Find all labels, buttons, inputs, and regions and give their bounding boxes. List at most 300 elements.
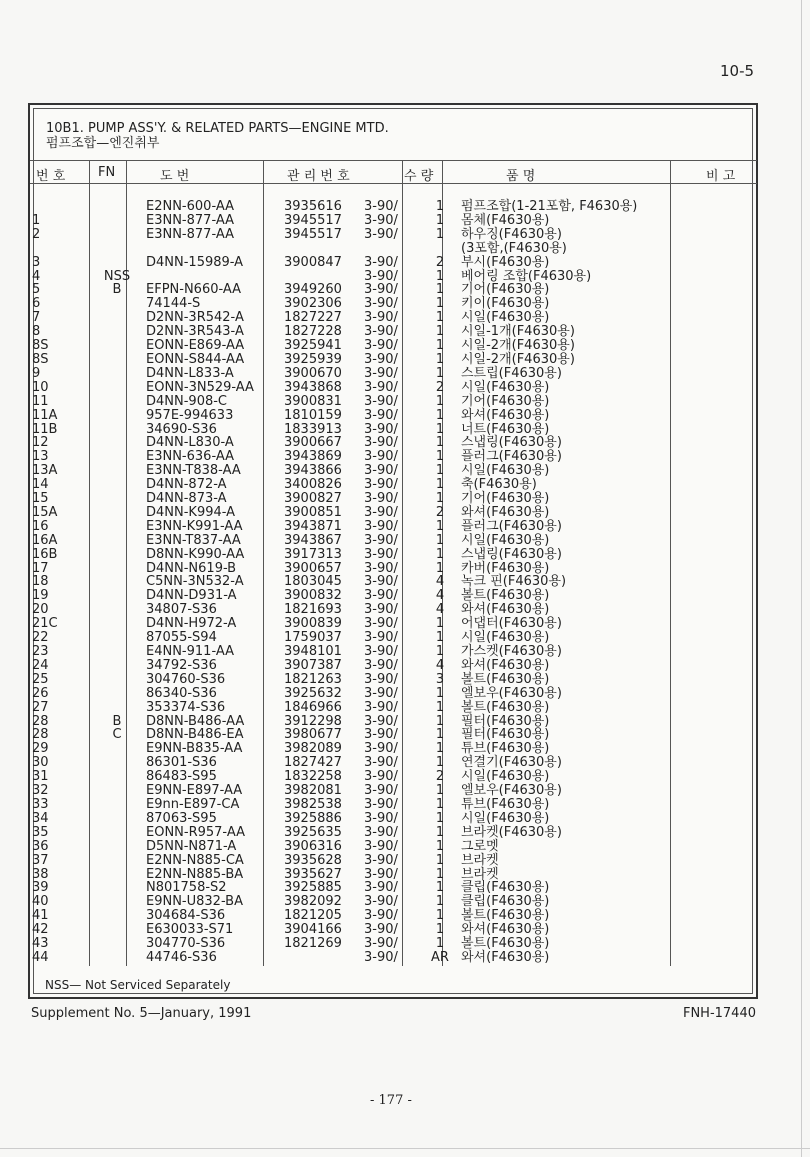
table-row (32, 673, 691, 687)
cell-date: 3-90/ (364, 685, 398, 701)
cell-no: 20 (32, 602, 49, 618)
cell-qty: 1 (435, 268, 445, 284)
cell-fn (88, 701, 146, 715)
cell-date: 3-90/ (364, 254, 398, 270)
cell-name: 스냅링(F4630용) (461, 435, 562, 451)
cell-mgmt: 1832258 (284, 769, 342, 785)
cell-qty: 1 (435, 908, 445, 924)
cell-drawing: D4NN-H972-A (146, 616, 237, 632)
cell-date: 3-90/ (364, 755, 398, 771)
cell-no: 16 (32, 518, 49, 534)
table-row (32, 923, 691, 937)
cell-mgmt: 1827427 (284, 755, 342, 771)
cell-no: 26 (32, 685, 49, 701)
cell-date: 3-90/ (364, 393, 398, 409)
cell-drawing: E3NN-T838-AA (146, 463, 241, 479)
table-row (32, 297, 691, 311)
cell-no: 35 (32, 824, 49, 840)
cell-date: 3-90/ (364, 226, 398, 242)
cell-date: 3-90/ (364, 852, 398, 868)
cell-date: 3-90/ (364, 908, 398, 924)
cell-mgmt: 3945517 (284, 212, 342, 228)
cell-fn (88, 548, 146, 562)
cell-no: 19 (32, 588, 49, 604)
table-row (32, 283, 691, 297)
cell-name: 녹크 핀(F4630용) (461, 574, 567, 590)
cell-qty: 1 (435, 477, 445, 493)
cell-no: 8S (32, 351, 49, 367)
cell-no: 7 (32, 310, 41, 326)
cell-fn (88, 854, 146, 868)
cell-qty: 1 (435, 351, 445, 367)
cell-mgmt: 1810159 (284, 407, 342, 423)
table-row (32, 840, 691, 854)
cell-drawing: D4NN-D931-A (146, 588, 237, 604)
page-edge-bottom (0, 1148, 810, 1149)
cell-name: 축(F4630용) (461, 477, 537, 493)
cell-name: 튜브(F4630용) (461, 796, 550, 812)
cell-mgmt: 3935628 (284, 852, 342, 868)
header-drawing: 도 번 (160, 169, 190, 184)
cell-no: 40 (32, 894, 49, 910)
cell-date: 3-90/ (364, 894, 398, 910)
cell-qty (419, 242, 461, 256)
cell-date: 3-90/ (364, 630, 398, 646)
cell-name: 연결기(F4630용) (461, 755, 562, 771)
section-title-kr: 펌프조합—엔진취부 (46, 136, 160, 151)
page-number-bottom: - 177 - (370, 1093, 412, 1108)
cell-fn: C (112, 727, 122, 743)
cell-mgmt (284, 951, 364, 965)
cell-date: 3-90/ (364, 796, 398, 812)
header-mgmt: 관 리 번 호 (287, 169, 350, 184)
cell-fn (88, 242, 146, 256)
cell-name: 필터(F4630용) (461, 713, 550, 729)
cell-no: 11 (32, 393, 49, 409)
cell-fn (88, 742, 146, 756)
cell-date: 3-90/ (364, 824, 398, 840)
cell-no: 30 (32, 755, 49, 771)
cell-name: 엘보우(F4630용) (461, 685, 562, 701)
cell-no: 17 (32, 560, 49, 576)
table-row (32, 756, 691, 770)
cell-no: 31 (32, 769, 49, 785)
cell-fn (88, 617, 146, 631)
cell-mgmt: 3904166 (284, 922, 342, 938)
cell-name: 볼트(F4630용) (461, 671, 550, 687)
cell-drawing: E9nn-E897-CA (146, 796, 240, 812)
cell-date: 3-90/ (364, 783, 398, 799)
cell-no: 29 (32, 741, 49, 757)
cell-mgmt: 1827227 (284, 310, 342, 326)
cell-no: 10 (32, 379, 49, 395)
cell-qty: 1 (435, 838, 445, 854)
cell-name: 어댑터(F4630용) (461, 616, 562, 632)
cell-fn (88, 868, 146, 882)
cell-no: 42 (32, 922, 49, 938)
cell-no: 12 (32, 435, 49, 451)
cell-date (364, 242, 419, 256)
cell-date: 3-90/ (364, 644, 398, 659)
cell-date: 3-90/ (364, 463, 398, 479)
cell-no: 2 (32, 226, 41, 242)
table-row (32, 589, 691, 603)
cell-fn (88, 798, 146, 812)
cell-qty: 1 (435, 546, 445, 562)
cell-fn (88, 603, 146, 617)
cell-qty: 1 (435, 755, 445, 771)
cell-fn: B (112, 713, 122, 729)
cell-mgmt: 3943871 (284, 518, 342, 534)
table-row (32, 812, 691, 826)
cell-name: 시일-2개(F4630용) (461, 351, 575, 367)
cell-drawing (146, 242, 284, 256)
cell-drawing: 34690-S36 (146, 421, 217, 437)
cell-name: 기어(F4630용) (461, 282, 550, 298)
cell-qty: 1 (435, 435, 445, 451)
cell-no: 43 (32, 936, 49, 952)
cell-fn (88, 381, 146, 395)
cell-drawing: D4NN-908-C (146, 393, 228, 409)
section-title-block (46, 121, 389, 151)
cell-qty: 1 (435, 783, 445, 799)
cell-name: 기어(F4630용) (461, 491, 550, 507)
table-row (32, 798, 691, 812)
table-row (32, 228, 691, 242)
cell-mgmt: 3982538 (284, 796, 342, 812)
cell-fn (88, 923, 146, 937)
cell-fn (88, 756, 146, 770)
cell-fn (88, 506, 146, 520)
table-row (32, 311, 691, 325)
cell-mgmt: 3982092 (284, 894, 342, 910)
cell-drawing: D4NN-15989-A (146, 254, 244, 270)
cell-mgmt: 1821269 (284, 936, 342, 952)
cell-qty: 2 (435, 379, 445, 395)
table-row (32, 409, 691, 423)
table-row (32, 436, 691, 450)
cell-date: 3-90/ (364, 379, 398, 395)
cell-fn (88, 200, 146, 214)
cell-drawing: E4NN-911-AA (146, 644, 234, 659)
cell-drawing: 304760-S36 (146, 671, 226, 687)
column-header-row (30, 160, 757, 184)
cell-name: 시일(F4630용) (461, 310, 550, 326)
cell-qty: 1 (435, 936, 445, 952)
table-row (32, 492, 691, 506)
cell-mgmt: 3900657 (284, 560, 342, 576)
cell-drawing: D2NN-3R542-A (146, 310, 244, 326)
cell-qty: 1 (435, 365, 445, 381)
cell-drawing: EONN-S844-AA (146, 351, 245, 367)
cell-mgmt: 3912298 (284, 713, 342, 729)
cell-date: 3-90/ (364, 699, 398, 715)
parts-table (32, 200, 691, 965)
cell-date: 3-90/ (364, 546, 398, 562)
cell-name: 기어(F4630용) (461, 393, 550, 409)
table-row (32, 520, 691, 534)
table-row (32, 951, 691, 965)
cell-no: 28 (32, 713, 49, 729)
table-row (32, 534, 691, 548)
cell-mgmt: 3400826 (284, 477, 342, 493)
cell-qty: 1 (435, 796, 445, 812)
table-row (32, 937, 691, 951)
cell-name: 와셔(F4630용) (461, 657, 550, 673)
cell-date: 3-90/ (364, 212, 398, 228)
table-row (32, 353, 691, 367)
cell-qty: 1 (435, 866, 445, 882)
table-row (32, 200, 691, 214)
cell-date: 3-90/ (364, 671, 398, 687)
cell-fn (88, 770, 146, 784)
cell-no: 13 (32, 449, 49, 465)
cell-date: 3-90/ (364, 199, 398, 214)
cell-qty: 4 (435, 588, 445, 604)
cell-date: 3-90/ (364, 949, 398, 965)
cell-qty: 1 (435, 407, 445, 423)
cell-date: 3-90/ (364, 477, 398, 493)
cell-fn (88, 840, 146, 854)
cell-fn (88, 367, 146, 381)
table-row (32, 617, 691, 631)
table-row (32, 687, 691, 701)
cell-mgmt: 3900847 (284, 254, 342, 270)
cell-name: 클립(F4630용) (461, 880, 550, 896)
cell-drawing: 87055-S94 (146, 630, 217, 646)
cell-drawing: EFPN-N660-AA (146, 282, 242, 298)
cell-qty: 2 (435, 769, 445, 785)
cell-mgmt: 3925635 (284, 824, 342, 840)
cell-drawing: D2NN-3R543-A (146, 324, 244, 340)
cell-fn (88, 464, 146, 478)
cell-mgmt (284, 242, 364, 256)
cell-date: 3-90/ (364, 769, 398, 785)
cell-name: 튜브(F4630용) (461, 741, 550, 757)
cell-mgmt: 1803045 (284, 574, 342, 590)
cell-qty: 1 (435, 449, 445, 465)
cell-drawing: D4NN-872-A (146, 477, 227, 493)
cell-fn (88, 478, 146, 492)
cell-name: 와셔(F4630용) (461, 407, 550, 423)
cell-no: 41 (32, 908, 49, 924)
cell-drawing: EONN-3N529-AA (146, 379, 254, 395)
cell-name: 브라켓 (461, 866, 499, 882)
cell-qty: 1 (435, 685, 445, 701)
cell-date: 3-90/ (364, 602, 398, 618)
cell-fn (88, 311, 146, 325)
cell-qty: 1 (435, 644, 445, 659)
cell-date: 3-90/ (364, 922, 398, 938)
cell-no: 11B (32, 421, 58, 437)
cell-no: 32 (32, 783, 49, 799)
cell-drawing: E2NN-600-AA (146, 199, 234, 214)
cell-qty: 1 (435, 616, 445, 632)
cell-fn (88, 228, 146, 242)
cell-fn (88, 436, 146, 450)
cell-no: 9 (32, 365, 41, 381)
cell-drawing: E9NN-E897-AA (146, 783, 243, 799)
cell-fn (88, 353, 146, 367)
cell-name: 브라켓(F4630용) (461, 824, 562, 840)
cell-name: 클립(F4630용) (461, 894, 550, 910)
table-row (32, 242, 691, 256)
cell-fn (88, 826, 146, 840)
cell-fn (88, 575, 146, 589)
cell-date: 3-90/ (364, 421, 398, 437)
cell-qty: 1 (435, 713, 445, 729)
cell-drawing: E3NN-877-AA (146, 226, 234, 242)
cell-date: 3-90/ (364, 449, 398, 465)
table-row (32, 659, 691, 673)
cell-no (32, 242, 88, 256)
cell-date: 3-90/ (364, 365, 398, 381)
cell-mgmt: 3902306 (284, 296, 342, 312)
cell-mgmt: 3935616 (284, 199, 342, 214)
cell-mgmt: 3925939 (284, 351, 342, 367)
cell-fn (88, 450, 146, 464)
cell-mgmt: 1759037 (284, 630, 342, 646)
cell-drawing: N801758-S2 (146, 880, 227, 896)
cell-date: 3-90/ (364, 310, 398, 326)
cell-fn (88, 881, 146, 895)
table-row (32, 423, 691, 437)
cell-drawing: D4NN-K994-A (146, 504, 236, 520)
cell-name: 볼트(F4630용) (461, 936, 550, 952)
cell-fn (88, 423, 146, 437)
cell-mgmt: 3900831 (284, 393, 342, 409)
cell-name: 그로멧 (461, 838, 499, 854)
cell-qty: 1 (435, 630, 445, 646)
cell-mgmt: 3900832 (284, 588, 342, 604)
cell-date: 3-90/ (364, 838, 398, 854)
cell-date: 3-90/ (364, 741, 398, 757)
cell-drawing: E630033-S71 (146, 922, 234, 938)
table-row (32, 715, 691, 729)
cell-fn: NSS (103, 268, 131, 284)
cell-date: 3-90/ (364, 866, 398, 882)
cell-name: 필터(F4630용) (461, 727, 550, 743)
cell-no: 16A (32, 532, 58, 548)
cell-name: 너트(F4630용) (461, 421, 550, 437)
cell-name: 시일-1개(F4630용) (461, 324, 575, 340)
cell-mgmt: 3900667 (284, 435, 342, 451)
cell-qty: 1 (435, 810, 445, 826)
cell-name: 볼트(F4630용) (461, 699, 550, 715)
table-row (32, 256, 691, 270)
supplement-note: Supplement No. 5—January, 1991 (31, 1006, 252, 1021)
cell-name: 시일(F4630용) (461, 630, 550, 646)
cell-name: 플러그(F4630용) (461, 518, 562, 534)
cell-mgmt: 3948101 (284, 644, 342, 659)
cell-drawing: 44746-S36 (146, 949, 217, 965)
cell-no: 13A (32, 463, 58, 479)
cell-drawing: 86340-S36 (146, 685, 217, 701)
cell-no: 15 (32, 491, 49, 507)
cell-drawing: E3NN-636-AA (146, 449, 234, 465)
cell-qty: 4 (435, 574, 445, 590)
cell-qty: 1 (435, 824, 445, 840)
cell-fn (88, 589, 146, 603)
cell-mgmt: 3945517 (284, 226, 342, 242)
cell-drawing: E2NN-N885-CA (146, 852, 244, 868)
cell-drawing: E2NN-N885-BA (146, 866, 244, 882)
cell-drawing: D8NN-B486-AA (146, 713, 245, 729)
cell-date: 3-90/ (364, 588, 398, 604)
cell-no: 22 (32, 630, 49, 646)
cell-qty: 1 (435, 463, 445, 479)
cell-date: 3-90/ (364, 616, 398, 632)
cell-no: 3 (32, 254, 41, 270)
cell-name: 와셔(F4630용) (461, 504, 550, 520)
cell-name: 엘보우(F4630용) (461, 783, 562, 799)
table-row (32, 506, 691, 520)
section-title: 10B1. PUMP ASS'Y. & RELATED PARTS—ENGINE MTD. (46, 121, 389, 136)
cell-no: 44 (32, 949, 49, 965)
cell-qty: 1 (435, 282, 445, 298)
cell-name: 하우징(F4630용) (461, 226, 562, 242)
table-row (32, 728, 691, 742)
cell-mgmt: 3980677 (284, 727, 342, 743)
cell-mgmt: 3935627 (284, 866, 342, 882)
cell-qty: 1 (435, 880, 445, 896)
cell-name: 시일(F4630용) (461, 463, 550, 479)
table-row (32, 450, 691, 464)
cell-date: 3-90/ (364, 936, 398, 952)
cell-qty: 1 (435, 324, 445, 340)
cell-drawing: 957E-994633 (146, 407, 234, 423)
cell-no: 39 (32, 880, 49, 896)
cell-date: 3-90/ (364, 282, 398, 298)
cell-name: 카버(F4630용) (461, 560, 550, 576)
table-row (32, 603, 691, 617)
cell-fn (88, 214, 146, 228)
nss-note: NSS— Not Serviced Separately (45, 978, 231, 992)
cell-date: 3-90/ (364, 880, 398, 896)
cell-name: 키이(F4630용) (461, 296, 550, 312)
cell-fn (88, 339, 146, 353)
cell-date: 3-90/ (364, 574, 398, 590)
cell-qty: 4 (435, 657, 445, 673)
cell-qty: 4 (435, 602, 445, 618)
cell-drawing: 353374-S36 (146, 699, 226, 715)
cell-no: 36 (32, 838, 49, 854)
cell-mgmt: 3900851 (284, 504, 342, 520)
cell-no: 27 (32, 699, 49, 715)
cell-fn (88, 784, 146, 798)
cell-date: 3-90/ (364, 518, 398, 534)
cell-date: 3-90/ (364, 560, 398, 576)
cell-qty: 1 (435, 699, 445, 715)
cell-no: 21C (32, 616, 58, 632)
cell-no: 11A (32, 407, 58, 423)
cell-mgmt: 3982081 (284, 783, 342, 799)
cell-qty: 1 (435, 741, 445, 757)
parts-table-body (32, 200, 691, 965)
page-number-top: 10-5 (720, 62, 755, 80)
table-row (32, 826, 691, 840)
cell-mgmt: 3943868 (284, 379, 342, 395)
cell-date: 3-90/ (364, 351, 398, 367)
cell-qty: 1 (435, 560, 445, 576)
cell-date: 3-90/ (364, 338, 398, 354)
table-row (32, 214, 691, 228)
header-qty: 수 량 (404, 169, 434, 184)
cell-fn (88, 645, 146, 659)
cell-name: 와셔(F4630용) (461, 602, 550, 618)
cell-drawing: 34807-S36 (146, 602, 217, 618)
cell-date: 3-90/ (364, 810, 398, 826)
